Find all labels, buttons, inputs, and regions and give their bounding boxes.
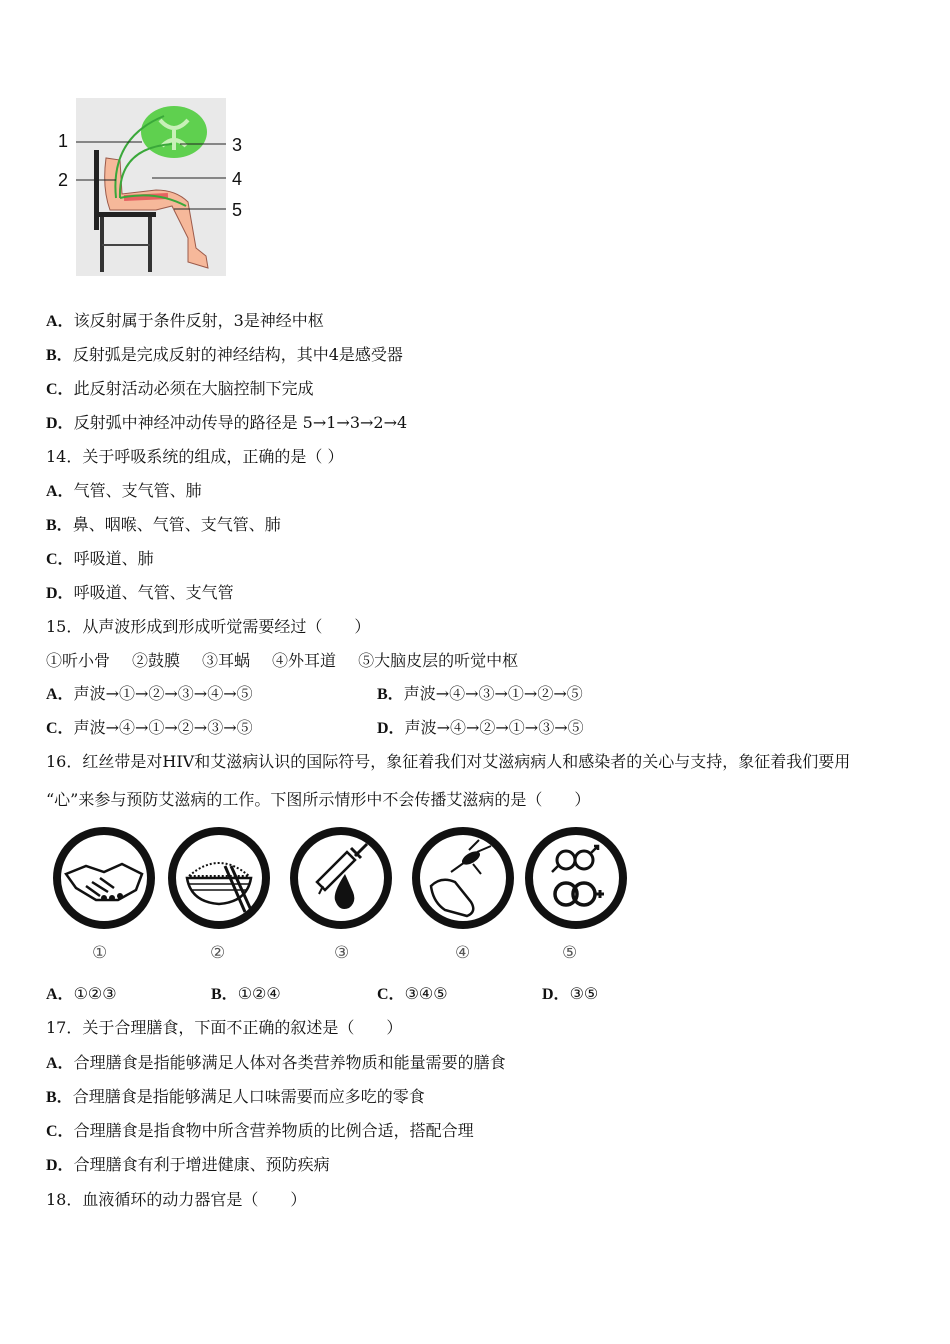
- q13-option-c[interactable]: C．此反射活动必须在大脑控制下完成: [46, 379, 314, 398]
- q18-stem: 18．血液循环的动力器官是（ ）: [46, 1190, 307, 1209]
- q15-item-5: ⑤大脑皮层的听觉中枢: [358, 651, 519, 670]
- q16-option-c[interactable]: C．③④⑤: [377, 984, 448, 1003]
- q16-stem-line1: 16．红丝带是对HIV和艾滋病认识的国际符号，象征着我们对艾滋病病人和感染者的关心与支持，象征着我们要用: [46, 752, 851, 771]
- q15-option-b[interactable]: B．声波→④→③→①→②→⑤: [377, 684, 583, 703]
- q15-item-list: [46, 651, 518, 671]
- q13-option-d[interactable]: D．反射弧中神经冲动传导的路径是 5→1→3→2→4: [46, 413, 408, 432]
- q17-stem: 17．关于合理膳食，下面不正确的叙述是（ ）: [46, 1018, 403, 1037]
- q16-caption-1: ①: [92, 943, 108, 963]
- q15-option-d[interactable]: D．声波→④→②→①→③→⑤: [377, 718, 584, 737]
- q16-caption-2: ②: [210, 943, 226, 963]
- q16-caption-4: ④: [455, 943, 471, 963]
- q15-item-3: ③耳蜗: [202, 651, 251, 670]
- q14-option-b[interactable]: B．鼻、咽喉、气管、支气管、肺: [46, 515, 281, 534]
- q16-caption-5: ⑤: [562, 943, 578, 963]
- q14-option-c[interactable]: C．呼吸道、肺: [46, 549, 154, 568]
- q15-option-c[interactable]: C．声波→④→①→②→③→⑤: [46, 718, 253, 737]
- q15-item-1: ①听小骨: [46, 651, 111, 670]
- q16-caption-3: ③: [334, 943, 350, 963]
- gender-symbols-icon: [524, 826, 628, 930]
- figure-label-5: 5: [232, 200, 243, 220]
- q15-item-2: ②鼓膜: [132, 651, 181, 670]
- q16-stem-line2: “心”来参与预防艾滋病的工作。下图所示情形中不会传播艾滋病的是（ ）: [46, 790, 591, 809]
- q16-option-a[interactable]: A．①②③: [46, 984, 117, 1003]
- figure-label-4: 4: [232, 169, 243, 189]
- handshake-icon: [52, 826, 156, 930]
- q14-option-d[interactable]: D．呼吸道、气管、支气管: [46, 583, 234, 602]
- q17-option-a[interactable]: A．合理膳食是指能够满足人体对各类营养物质和能量需要的膳食: [46, 1053, 506, 1072]
- q16-option-d[interactable]: D．③⑤: [542, 984, 599, 1003]
- q15-item-4: ④外耳道: [272, 651, 337, 670]
- figure-label-3: 3: [232, 135, 243, 155]
- q16-option-b[interactable]: B．①②④: [211, 984, 281, 1003]
- figure-label-2: 2: [58, 170, 69, 190]
- q14-option-a[interactable]: A．气管、支气管、肺: [46, 481, 202, 500]
- q17-option-b[interactable]: B．合理膳食是指能够满足人口味需要而应多吃的零食: [46, 1087, 425, 1106]
- rice-bowl-chopsticks-icon: [167, 826, 271, 930]
- q15-option-a[interactable]: A．声波→①→②→③→④→⑤: [46, 684, 253, 703]
- knee-jerk-illustration: [76, 98, 226, 276]
- q14-stem: 14．关于呼吸系统的组成，正确的是（ ）: [46, 447, 344, 466]
- mosquito-bite-icon: [411, 826, 515, 930]
- q17-option-c[interactable]: C．合理膳食是指食物中所含营养物质的比例合适，搭配合理: [46, 1121, 474, 1140]
- q13-option-b[interactable]: B．反射弧是完成反射的神经结构，其中4是感受器: [46, 345, 403, 364]
- q13-option-a[interactable]: A．该反射属于条件反射，3是神经中枢: [46, 311, 324, 330]
- figure-label-1: 1: [58, 131, 69, 151]
- syringe-blood-icon: [289, 826, 393, 930]
- q17-option-d[interactable]: D．合理膳食有利于增进健康、预防疾病: [46, 1155, 330, 1174]
- q15-stem: 15．从声波形成到形成听觉需要经过（ ）: [46, 617, 371, 636]
